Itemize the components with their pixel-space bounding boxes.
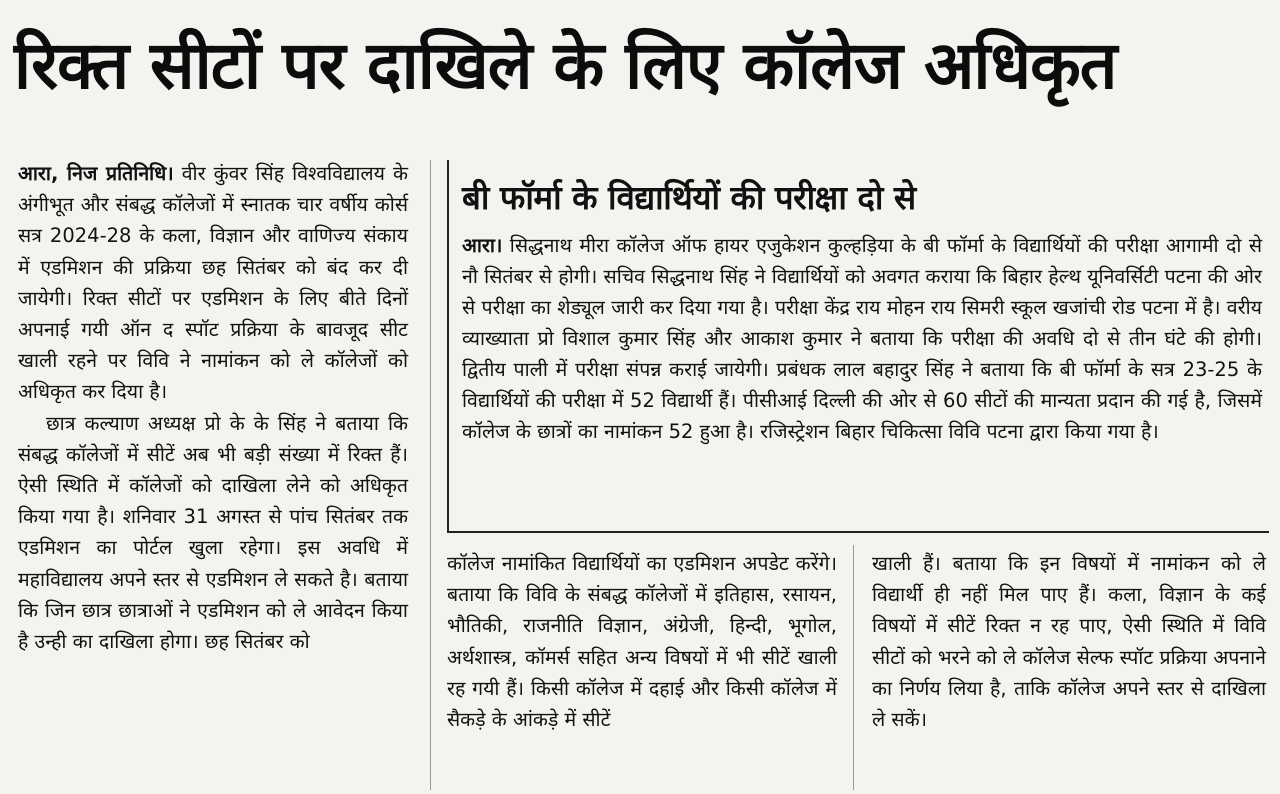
box-body-text: सिद्धनाथ मीरा कॉलेज ऑफ हायर एजुकेशन कुल्हड़िया के बी फॉर्मा के विद्यार्थियों की परीक्षा आगामी दो से नौ सितंबर से होगी। सचिव सिद्धनाथ सिंह ने विद्यार्थियों को अवगत कराया कि बिहार हेल्थ यूनिवर्सिटी पटना की ओर से परीक्षा का शेड्यूल जारी कर दिया गया है। परीक्षा केंद्र राय मोहन राय सिमरी स्कूल खजांची रोड पटना में है। वरीय व्याख्याता प्रो विशाल कुमार सिंह और आकाश कुमार ने बताया कि परीक्षा की अवधि दो से तीन घंटे की होगी। द्वितीय पाली में परीक्षा संपन्न कराई जायेगी। प्रबंधक लाल बहादुर सिंह ने बताया कि बी फॉर्मा के सत्र 23-25 के विद्यार्थियों की परीक्षा में 52 विद्यार्थी हैं। पीसीआई दिल्ली की ओर से 60 सीटों की मान्यता प्रदान की गई है, जिसमें कॉलेज के छात्रों का नामांकन 52 हुआ है। रजिस्ट्रेशन बिहार चिकित्सा विवि पटना द्वारा किया गया है। (462, 234, 1262, 443)
left-para-2: छात्र कल्याण अध्यक्ष प्रो के के सिंह ने बताया कि संबद्ध कॉलेजों में सीटें अब भी बड़ी संख्या में रिक्त हैं। ऐसी स्थिति में कॉलेजों को दाखिला लेने को अधिकृत किया गया है। शनिवार 31 अगस्त से पांच सितंबर तक एडमिशन का पोर्टल खुला रहेगा। इस अवधि में महाविद्यालय अपने स्तर से एडमिशन ले सकते है। बताया कि जिन छात्र छात्राओं ने एडमिशन को ले आवेदन किया है उन्ही का दाखिला होगा। छह सितंबर को (18, 411, 408, 654)
left-para-1 (18, 158, 408, 408)
column-divider-right (853, 545, 854, 790)
left-column (18, 158, 408, 657)
headline: रिक्त सीटों पर दाखिले के लिए कॉलेज अधिकृत (14, 27, 1117, 104)
left-para-1-text: वीर कुंवर सिंह विश्वविद्यालय के अंगीभूत और संबद्ध कॉलेजों में स्नातक चार वर्षीय कोर्स सत्र 2024-28 के कला, विज्ञान और वाणिज्य संकाय में एडमिशन की प्रक्रिया छह सितंबर को बंद कर दी जायेगी। रिक्त सीटों पर एडमिशन के लिए बीते दिनों अपनाई गयी ऑन द स्पॉट प्रक्रिया के बावजूद सीट खाली रहने पर विवि ने नामांकन को ले कॉलेजों को अधिकृत कर दिया है। (18, 162, 408, 404)
box-left-rule (447, 160, 449, 532)
column-divider-left (430, 160, 431, 790)
right-text: खाली हैं। बताया कि इन विषयों में नामांकन को ले विद्यार्थी ही नहीं मिल पाए हैं। कला, विज्ञान के कई विषयों में सीटें रिक्त न रह पाए, ऐसी स्थिति में विवि सीटों को भरने को ले कॉलेज सेल्फ स्पॉट प्रक्रिया अपनाने का निर्णय लिया है, ताकि कॉलेज अपने स्तर से दाखिला ले सकें। (872, 552, 1266, 732)
box-bottom-rule (447, 531, 1269, 533)
middle-text: कॉलेज नामांकित विद्यार्थियों का एडमिशन अपडेट करेंगे। बताया कि विवि के संबद्ध कॉलेजों में इतिहास, रसायन, भौतिकी, राजनीति विज्ञान, अंग्रेजी, हिन्दी, भूगोल, अर्थशास्त्र, कॉमर्स सहित अन्य विषयों में भी सीटें खाली रह गयी हैं। किसी कॉलेज में दहाई और किसी कॉलेज में सैकड़े के आंकड़े में सीटें (447, 552, 837, 732)
middle-column (447, 548, 837, 735)
box-body (462, 230, 1262, 447)
right-column (872, 548, 1266, 735)
box-title: बी फॉर्मा के विद्यार्थियों की परीक्षा दो से (462, 178, 916, 217)
box-dateline: आरा। (462, 234, 503, 257)
left-dateline: आरा, निज प्रतिनिधि। (18, 162, 174, 185)
